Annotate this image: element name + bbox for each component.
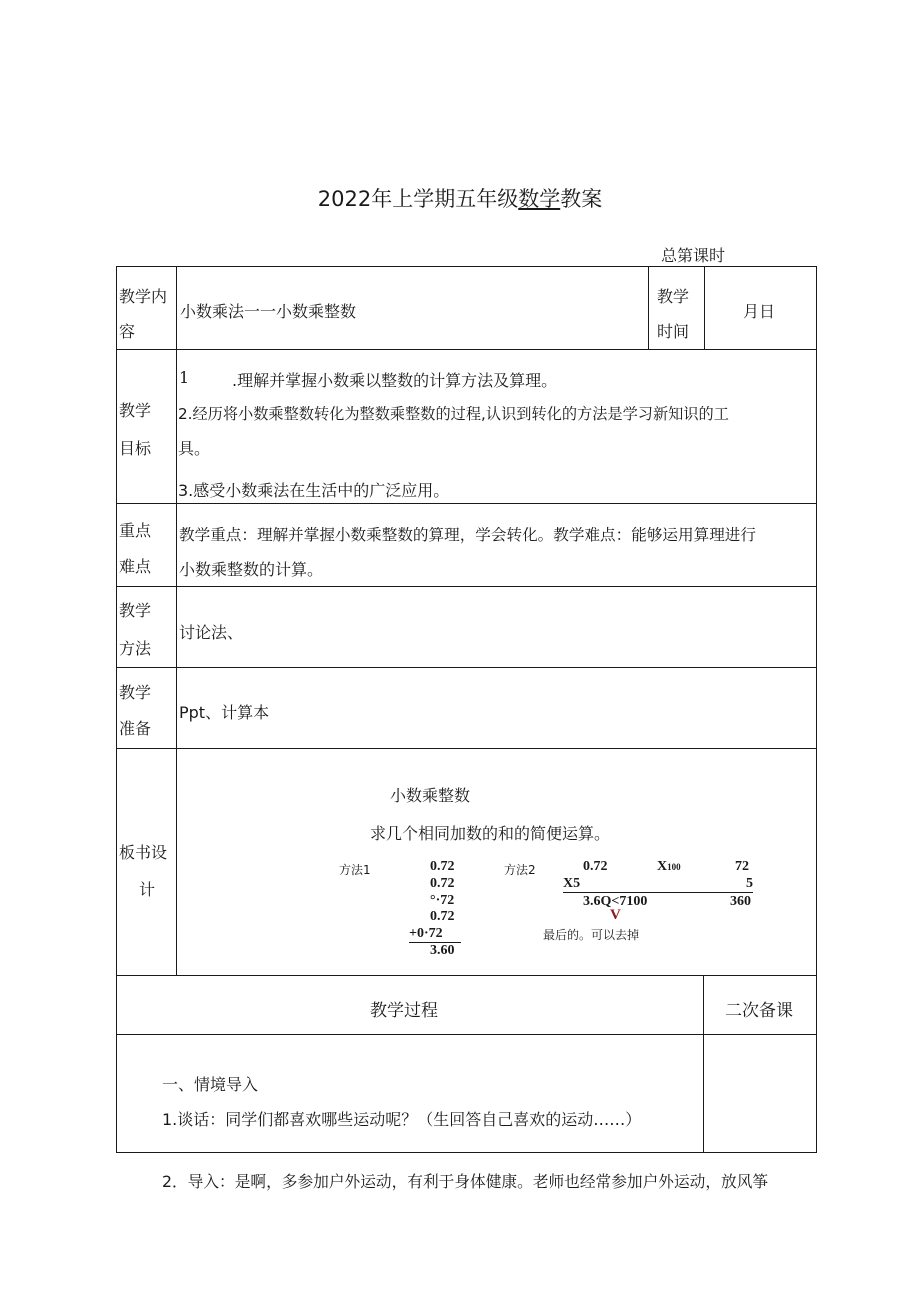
method1-result: 3.60 [430,943,455,958]
title-suffix: 教案 [560,187,603,211]
board-heading: 小数乘整数 [390,786,471,805]
keypoints-line2: 小数乘整数的计算。 [179,560,324,579]
prep-label-line1: 教学 [119,683,152,702]
time-label-line2: 时间 [657,322,690,341]
board-subheading: 求几个相同加数的和的简便运算。 [370,824,611,843]
goals-label-line2: 目标 [119,439,152,458]
method-label-line2: 方法 [119,639,152,658]
method2-times-5: X5 [563,876,581,891]
method2-label: 方法2 [504,863,536,877]
method2-factor: 0.72 [583,859,608,874]
prep-label-line2: 准备 [119,719,152,738]
method1-line: 0.72 [430,909,455,924]
method2-note: 最后的。可以去掉 [543,928,640,942]
lesson-date: 月日 [743,302,776,321]
process-item-2: 2．导入：是啊，多参加户外运动，有利于身体健康。老师也经常参加户外运动，放风筝 [162,1172,769,1191]
title-prefix: 2022年上学期五年级 [317,187,519,211]
method2-multiplier: 5 [746,876,753,891]
method1-line: 0.72 [430,859,455,874]
method1-line: 0.72 [430,876,455,891]
process-header: 教学过程 [370,1001,438,1021]
goal-1-number: 1 [179,368,190,387]
time-label-line1: 教学 [657,287,690,306]
board-label-line1: 板书设 [119,843,168,862]
board-label-line2: 计 [139,880,156,899]
keypoints-label-line1: 重点 [119,521,152,540]
section-intro-heading: 一、情境导入 [162,1075,259,1094]
keypoints-line1: 教学重点：理解并掌握小数乘整数的算理，学会转化。教学难点：能够运用算理进行 [179,526,756,544]
method2-times-100: X100 [657,859,681,874]
goal-3-text: 3.感受小数乘法在生活中的广泛应用。 [178,481,450,500]
goal-2-line2: 具。 [178,439,211,458]
page-title [0,183,920,213]
revision-header: 二次备课 [725,1001,793,1021]
method2-result: 3.6Q<7100 [583,894,648,909]
method2-integer: 72 [735,859,749,874]
lesson-number: 总第课时 [661,246,726,265]
content-label-line2: 容 [119,322,136,341]
checkmark-icon: V [610,907,621,923]
method-value: 讨论法、 [179,623,244,642]
method-label-line1: 教学 [119,601,152,620]
goals-label-line1: 教学 [119,401,152,420]
content-value: 小数乘法一一小数乘整数 [180,302,357,321]
method1-line: °·72 [430,893,455,908]
method1-line: +0·72 [409,926,443,941]
title-subject: 数学 [518,187,561,211]
goal-2-line1: 2.经历将小数乘整数转化为整数乘整数的过程,认识到转化的方法是学习新知识的工 [178,405,729,423]
content-label-line1: 教学内 [119,287,168,306]
method1-label: 方法1 [339,863,371,877]
goal-1-text: .理解并掌握小数乘以整数的计算方法及算理。 [232,371,558,390]
keypoints-label-line2: 难点 [119,557,152,576]
process-item-1: 1.谈话：同学们都喜欢哪些运动呢？（生回答自己喜欢的运动……） [162,1110,642,1129]
method2-product: 360 [730,894,751,909]
prep-value: Ppt、计算本 [179,703,270,722]
